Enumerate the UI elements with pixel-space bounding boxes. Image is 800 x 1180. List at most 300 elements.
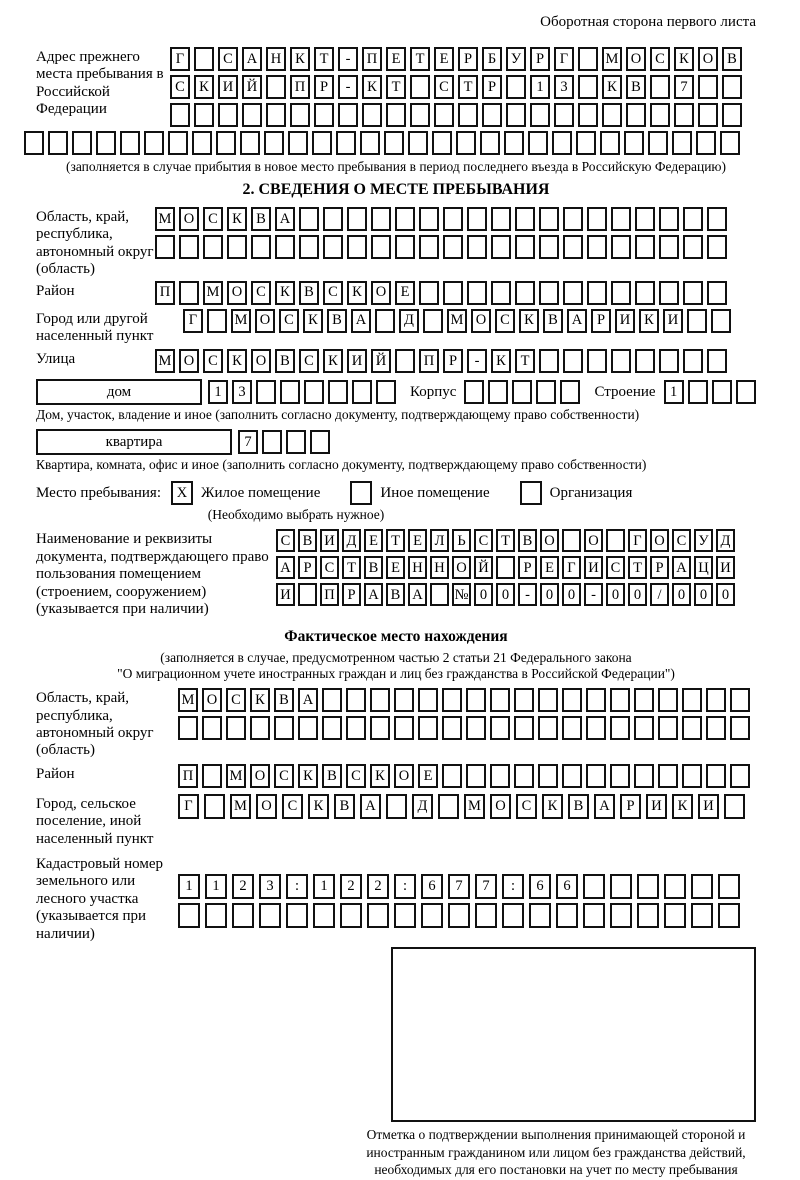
char-cell[interactable]	[539, 207, 559, 231]
char-cell[interactable]: №	[452, 583, 471, 606]
char-cell[interactable]	[587, 281, 607, 305]
char-cell[interactable]: М	[226, 764, 246, 788]
char-cell[interactable]	[624, 131, 644, 155]
char-cell[interactable]	[314, 103, 334, 127]
char-cell[interactable]	[386, 794, 407, 819]
char-cell[interactable]	[395, 349, 415, 373]
char-cell[interactable]	[218, 103, 238, 127]
char-cell[interactable]: Л	[430, 529, 449, 552]
char-cell[interactable]	[490, 688, 510, 712]
char-cell[interactable]	[583, 903, 605, 928]
char-cell[interactable]: Д	[716, 529, 735, 552]
char-cell[interactable]	[515, 207, 535, 231]
char-cell[interactable]: 0	[474, 583, 493, 606]
char-cell[interactable]	[712, 380, 732, 404]
char-cell[interactable]	[578, 103, 598, 127]
char-cell[interactable]: И	[698, 794, 719, 819]
char-cell[interactable]: Д	[412, 794, 433, 819]
char-cell[interactable]: Й	[474, 556, 493, 579]
char-cell[interactable]	[563, 235, 583, 259]
char-cell[interactable]	[586, 688, 606, 712]
char-cell[interactable]: Е	[434, 47, 454, 71]
char-cell[interactable]: -	[467, 349, 487, 373]
char-cell[interactable]: М	[602, 47, 622, 71]
char-cell[interactable]	[659, 349, 679, 373]
char-cell[interactable]	[626, 103, 646, 127]
char-cell[interactable]	[718, 903, 740, 928]
char-cell[interactable]	[512, 380, 532, 404]
char-cell[interactable]	[370, 716, 390, 740]
char-cell[interactable]	[610, 903, 632, 928]
char-cell[interactable]	[419, 235, 439, 259]
char-cell[interactable]: Т	[515, 349, 535, 373]
char-cell[interactable]: К	[275, 281, 295, 305]
char-cell[interactable]	[586, 764, 606, 788]
char-cell[interactable]	[562, 716, 582, 740]
char-cell[interactable]: У	[506, 47, 526, 71]
char-cell[interactable]	[394, 903, 416, 928]
char-cell[interactable]	[466, 764, 486, 788]
house-type-box[interactable]	[36, 379, 202, 405]
char-cell[interactable]: 0	[562, 583, 581, 606]
char-cell[interactable]: А	[408, 583, 427, 606]
char-cell[interactable]	[240, 131, 260, 155]
char-cell[interactable]: А	[672, 556, 691, 579]
char-cell[interactable]: 1	[530, 75, 550, 99]
char-cell[interactable]	[650, 103, 670, 127]
char-cell[interactable]	[683, 349, 703, 373]
char-cell[interactable]	[395, 235, 415, 259]
char-cell[interactable]: С	[251, 281, 271, 305]
char-cell[interactable]: Н	[266, 47, 286, 71]
char-cell[interactable]: Г	[178, 794, 199, 819]
char-cell[interactable]	[347, 207, 367, 231]
char-cell[interactable]: К	[639, 309, 659, 333]
char-cell[interactable]: С	[323, 281, 343, 305]
char-cell[interactable]: П	[178, 764, 198, 788]
char-cell[interactable]: Г	[554, 47, 574, 71]
char-cell[interactable]	[659, 281, 679, 305]
char-cell[interactable]: 2	[340, 874, 362, 899]
char-cell[interactable]: 1	[208, 380, 228, 404]
char-cell[interactable]: О	[626, 47, 646, 71]
char-cell[interactable]	[560, 380, 580, 404]
char-cell[interactable]	[72, 131, 92, 155]
char-cell[interactable]: В	[543, 309, 563, 333]
char-cell[interactable]	[264, 131, 284, 155]
char-cell[interactable]	[711, 309, 731, 333]
char-cell[interactable]	[648, 131, 668, 155]
char-cell[interactable]: 6	[421, 874, 443, 899]
char-cell[interactable]	[120, 131, 140, 155]
char-cell[interactable]: К	[250, 688, 270, 712]
char-cell[interactable]: С	[279, 309, 299, 333]
char-cell[interactable]	[578, 75, 598, 99]
char-cell[interactable]: К	[227, 349, 247, 373]
char-cell[interactable]	[562, 529, 581, 552]
char-cell[interactable]	[170, 103, 190, 127]
char-cell[interactable]: Й	[242, 75, 262, 99]
checkbox-organization[interactable]	[520, 481, 542, 505]
char-cell[interactable]	[515, 235, 535, 259]
char-cell[interactable]: И	[276, 583, 295, 606]
char-cell[interactable]: 6	[556, 874, 578, 899]
char-cell[interactable]: О	[179, 349, 199, 373]
char-cell[interactable]	[323, 235, 343, 259]
char-cell[interactable]	[456, 131, 476, 155]
char-cell[interactable]: В	[327, 309, 347, 333]
char-cell[interactable]	[475, 903, 497, 928]
char-cell[interactable]: К	[290, 47, 310, 71]
char-cell[interactable]: И	[320, 529, 339, 552]
char-cell[interactable]	[251, 235, 271, 259]
char-cell[interactable]: С	[218, 47, 238, 71]
char-cell[interactable]: Б	[482, 47, 502, 71]
char-cell[interactable]: О	[490, 794, 511, 819]
char-cell[interactable]	[488, 380, 508, 404]
char-cell[interactable]: С	[434, 75, 454, 99]
char-cell[interactable]	[298, 716, 318, 740]
confirmation-stamp-box[interactable]	[391, 947, 756, 1122]
char-cell[interactable]: А	[351, 309, 371, 333]
char-cell[interactable]: Д	[399, 309, 419, 333]
char-cell[interactable]: Р	[530, 47, 550, 71]
char-cell[interactable]: Р	[314, 75, 334, 99]
char-cell[interactable]	[467, 281, 487, 305]
char-cell[interactable]: К	[308, 794, 329, 819]
char-cell[interactable]: Р	[591, 309, 611, 333]
char-cell[interactable]	[226, 716, 246, 740]
char-cell[interactable]: Р	[298, 556, 317, 579]
char-cell[interactable]: Е	[386, 556, 405, 579]
char-cell[interactable]: Р	[518, 556, 537, 579]
char-cell[interactable]: В	[364, 556, 383, 579]
char-cell[interactable]: 3	[259, 874, 281, 899]
char-cell[interactable]	[600, 131, 620, 155]
char-cell[interactable]	[576, 131, 596, 155]
char-cell[interactable]: Р	[443, 349, 463, 373]
char-cell[interactable]	[448, 903, 470, 928]
char-cell[interactable]: -	[518, 583, 537, 606]
char-cell[interactable]	[587, 349, 607, 373]
char-cell[interactable]	[346, 716, 366, 740]
char-cell[interactable]	[683, 281, 703, 305]
char-cell[interactable]	[688, 380, 708, 404]
char-cell[interactable]: М	[447, 309, 467, 333]
char-cell[interactable]	[536, 380, 556, 404]
char-cell[interactable]	[434, 103, 454, 127]
char-cell[interactable]	[706, 764, 726, 788]
char-cell[interactable]	[371, 235, 391, 259]
char-cell[interactable]: 3	[554, 75, 574, 99]
char-cell[interactable]: В	[626, 75, 646, 99]
char-cell[interactable]: 2	[232, 874, 254, 899]
char-cell[interactable]: М	[178, 688, 198, 712]
char-cell[interactable]: В	[386, 583, 405, 606]
char-cell[interactable]: Е	[386, 47, 406, 71]
char-cell[interactable]: А	[242, 47, 262, 71]
char-cell[interactable]: О	[650, 529, 669, 552]
char-cell[interactable]: О	[256, 794, 277, 819]
char-cell[interactable]: Т	[386, 529, 405, 552]
char-cell[interactable]	[202, 716, 222, 740]
char-cell[interactable]	[602, 103, 622, 127]
char-cell[interactable]	[490, 764, 510, 788]
char-cell[interactable]	[674, 103, 694, 127]
char-cell[interactable]	[394, 716, 414, 740]
char-cell[interactable]	[611, 207, 631, 231]
checkbox-residential-premises[interactable]: X	[171, 481, 193, 505]
char-cell[interactable]: О	[452, 556, 471, 579]
char-cell[interactable]	[421, 903, 443, 928]
char-cell[interactable]	[480, 131, 500, 155]
char-cell[interactable]	[442, 764, 462, 788]
char-cell[interactable]	[490, 716, 510, 740]
char-cell[interactable]: О	[227, 281, 247, 305]
char-cell[interactable]: О	[202, 688, 222, 712]
char-cell[interactable]: К	[303, 309, 323, 333]
char-cell[interactable]	[232, 903, 254, 928]
char-cell[interactable]	[587, 235, 607, 259]
char-cell[interactable]	[144, 131, 164, 155]
char-cell[interactable]	[466, 688, 486, 712]
char-cell[interactable]	[322, 688, 342, 712]
char-cell[interactable]	[682, 716, 702, 740]
char-cell[interactable]: В	[518, 529, 537, 552]
char-cell[interactable]	[362, 103, 382, 127]
char-cell[interactable]	[274, 716, 294, 740]
char-cell[interactable]: 0	[716, 583, 735, 606]
char-cell[interactable]	[722, 75, 742, 99]
char-cell[interactable]	[194, 103, 214, 127]
char-cell[interactable]: Т	[314, 47, 334, 71]
char-cell[interactable]: М	[155, 349, 175, 373]
char-cell[interactable]	[312, 131, 332, 155]
char-cell[interactable]	[418, 716, 438, 740]
char-cell[interactable]	[340, 903, 362, 928]
char-cell[interactable]: К	[674, 47, 694, 71]
char-cell[interactable]: О	[540, 529, 559, 552]
char-cell[interactable]	[155, 235, 175, 259]
char-cell[interactable]	[202, 764, 222, 788]
char-cell[interactable]: 0	[694, 583, 713, 606]
char-cell[interactable]	[346, 688, 366, 712]
char-cell[interactable]: В	[251, 207, 271, 231]
char-cell[interactable]	[286, 430, 306, 454]
char-cell[interactable]	[352, 380, 372, 404]
char-cell[interactable]: 0	[672, 583, 691, 606]
char-cell[interactable]: Т	[410, 47, 430, 71]
char-cell[interactable]: С	[346, 764, 366, 788]
char-cell[interactable]: С	[474, 529, 493, 552]
char-cell[interactable]: А	[276, 556, 295, 579]
char-cell[interactable]: М	[464, 794, 485, 819]
char-cell[interactable]	[586, 716, 606, 740]
char-cell[interactable]: Н	[430, 556, 449, 579]
char-cell[interactable]	[410, 75, 430, 99]
char-cell[interactable]	[610, 716, 630, 740]
char-cell[interactable]	[515, 281, 535, 305]
char-cell[interactable]: Е	[540, 556, 559, 579]
char-cell[interactable]	[539, 235, 559, 259]
char-cell[interactable]: П	[362, 47, 382, 71]
char-cell[interactable]: Р	[650, 556, 669, 579]
char-cell[interactable]	[707, 235, 727, 259]
char-cell[interactable]	[610, 874, 632, 899]
char-cell[interactable]: 7	[238, 430, 258, 454]
char-cell[interactable]: 2	[367, 874, 389, 899]
char-cell[interactable]	[491, 281, 511, 305]
char-cell[interactable]	[394, 688, 414, 712]
char-cell[interactable]: В	[334, 794, 355, 819]
char-cell[interactable]	[672, 131, 692, 155]
char-cell[interactable]	[658, 688, 678, 712]
char-cell[interactable]: С	[672, 529, 691, 552]
char-cell[interactable]	[529, 903, 551, 928]
char-cell[interactable]: Е	[408, 529, 427, 552]
char-cell[interactable]	[419, 281, 439, 305]
char-cell[interactable]	[722, 103, 742, 127]
char-cell[interactable]	[634, 688, 654, 712]
char-cell[interactable]	[491, 207, 511, 231]
char-cell[interactable]	[207, 309, 227, 333]
char-cell[interactable]: 0	[496, 583, 515, 606]
char-cell[interactable]: С	[299, 349, 319, 373]
char-cell[interactable]: С	[606, 556, 625, 579]
char-cell[interactable]: И	[663, 309, 683, 333]
char-cell[interactable]: Г	[183, 309, 203, 333]
char-cell[interactable]: 1	[178, 874, 200, 899]
char-cell[interactable]	[587, 207, 607, 231]
char-cell[interactable]: Ц	[694, 556, 713, 579]
char-cell[interactable]: 1	[313, 874, 335, 899]
char-cell[interactable]	[696, 131, 716, 155]
char-cell[interactable]	[323, 207, 343, 231]
char-cell[interactable]	[718, 874, 740, 899]
char-cell[interactable]	[322, 716, 342, 740]
char-cell[interactable]	[418, 688, 438, 712]
char-cell[interactable]: Г	[562, 556, 581, 579]
char-cell[interactable]: В	[299, 281, 319, 305]
char-cell[interactable]: А	[364, 583, 383, 606]
char-cell[interactable]	[266, 103, 286, 127]
char-cell[interactable]	[419, 207, 439, 231]
char-cell[interactable]	[367, 903, 389, 928]
char-cell[interactable]: А	[298, 688, 318, 712]
char-cell[interactable]: Г	[628, 529, 647, 552]
char-cell[interactable]	[259, 903, 281, 928]
char-cell[interactable]	[442, 716, 462, 740]
char-cell[interactable]: С	[320, 556, 339, 579]
char-cell[interactable]: И	[218, 75, 238, 99]
char-cell[interactable]	[203, 235, 223, 259]
char-cell[interactable]	[578, 47, 598, 71]
char-cell[interactable]: 0	[628, 583, 647, 606]
char-cell[interactable]: Р	[458, 47, 478, 71]
checkbox-other-premises[interactable]	[350, 481, 372, 505]
char-cell[interactable]	[496, 556, 515, 579]
char-cell[interactable]	[562, 764, 582, 788]
char-cell[interactable]	[682, 688, 702, 712]
char-cell[interactable]: В	[298, 529, 317, 552]
char-cell[interactable]	[96, 131, 116, 155]
char-cell[interactable]: А	[567, 309, 587, 333]
char-cell[interactable]: С	[170, 75, 190, 99]
char-cell[interactable]	[443, 281, 463, 305]
char-cell[interactable]: М	[230, 794, 251, 819]
char-cell[interactable]	[563, 207, 583, 231]
char-cell[interactable]	[635, 281, 655, 305]
char-cell[interactable]: К	[323, 349, 343, 373]
char-cell[interactable]	[467, 235, 487, 259]
char-cell[interactable]	[635, 207, 655, 231]
char-cell[interactable]: К	[194, 75, 214, 99]
char-cell[interactable]: Г	[170, 47, 190, 71]
apartment-type-box[interactable]	[36, 429, 232, 455]
char-cell[interactable]	[467, 207, 487, 231]
char-cell[interactable]	[635, 235, 655, 259]
char-cell[interactable]	[304, 380, 324, 404]
char-cell[interactable]	[538, 688, 558, 712]
char-cell[interactable]: В	[274, 688, 294, 712]
char-cell[interactable]	[563, 281, 583, 305]
char-cell[interactable]	[606, 529, 625, 552]
char-cell[interactable]	[408, 131, 428, 155]
char-cell[interactable]: С	[274, 764, 294, 788]
char-cell[interactable]: -	[584, 583, 603, 606]
char-cell[interactable]	[313, 903, 335, 928]
char-cell[interactable]	[682, 764, 702, 788]
char-cell[interactable]: Т	[342, 556, 361, 579]
char-cell[interactable]	[706, 716, 726, 740]
char-cell[interactable]	[432, 131, 452, 155]
char-cell[interactable]: О	[471, 309, 491, 333]
char-cell[interactable]	[687, 309, 707, 333]
char-cell[interactable]: :	[286, 874, 308, 899]
char-cell[interactable]	[634, 764, 654, 788]
char-cell[interactable]	[275, 235, 295, 259]
char-cell[interactable]	[659, 235, 679, 259]
char-cell[interactable]: О	[698, 47, 718, 71]
char-cell[interactable]	[610, 764, 630, 788]
char-cell[interactable]: И	[646, 794, 667, 819]
char-cell[interactable]	[443, 207, 463, 231]
char-cell[interactable]	[395, 207, 415, 231]
char-cell[interactable]	[724, 794, 745, 819]
char-cell[interactable]: О	[394, 764, 414, 788]
char-cell[interactable]: П	[290, 75, 310, 99]
char-cell[interactable]	[250, 716, 270, 740]
char-cell[interactable]	[637, 903, 659, 928]
char-cell[interactable]	[280, 380, 300, 404]
char-cell[interactable]: А	[594, 794, 615, 819]
char-cell[interactable]	[664, 903, 686, 928]
char-cell[interactable]	[192, 131, 212, 155]
char-cell[interactable]	[650, 75, 670, 99]
char-cell[interactable]: М	[231, 309, 251, 333]
char-cell[interactable]	[583, 874, 605, 899]
char-cell[interactable]	[506, 103, 526, 127]
char-cell[interactable]: А	[360, 794, 381, 819]
char-cell[interactable]: Е	[418, 764, 438, 788]
char-cell[interactable]	[707, 207, 727, 231]
char-cell[interactable]: Т	[628, 556, 647, 579]
char-cell[interactable]	[430, 583, 449, 606]
char-cell[interactable]: С	[495, 309, 515, 333]
char-cell[interactable]: Ь	[452, 529, 471, 552]
char-cell[interactable]	[556, 903, 578, 928]
char-cell[interactable]: С	[516, 794, 537, 819]
